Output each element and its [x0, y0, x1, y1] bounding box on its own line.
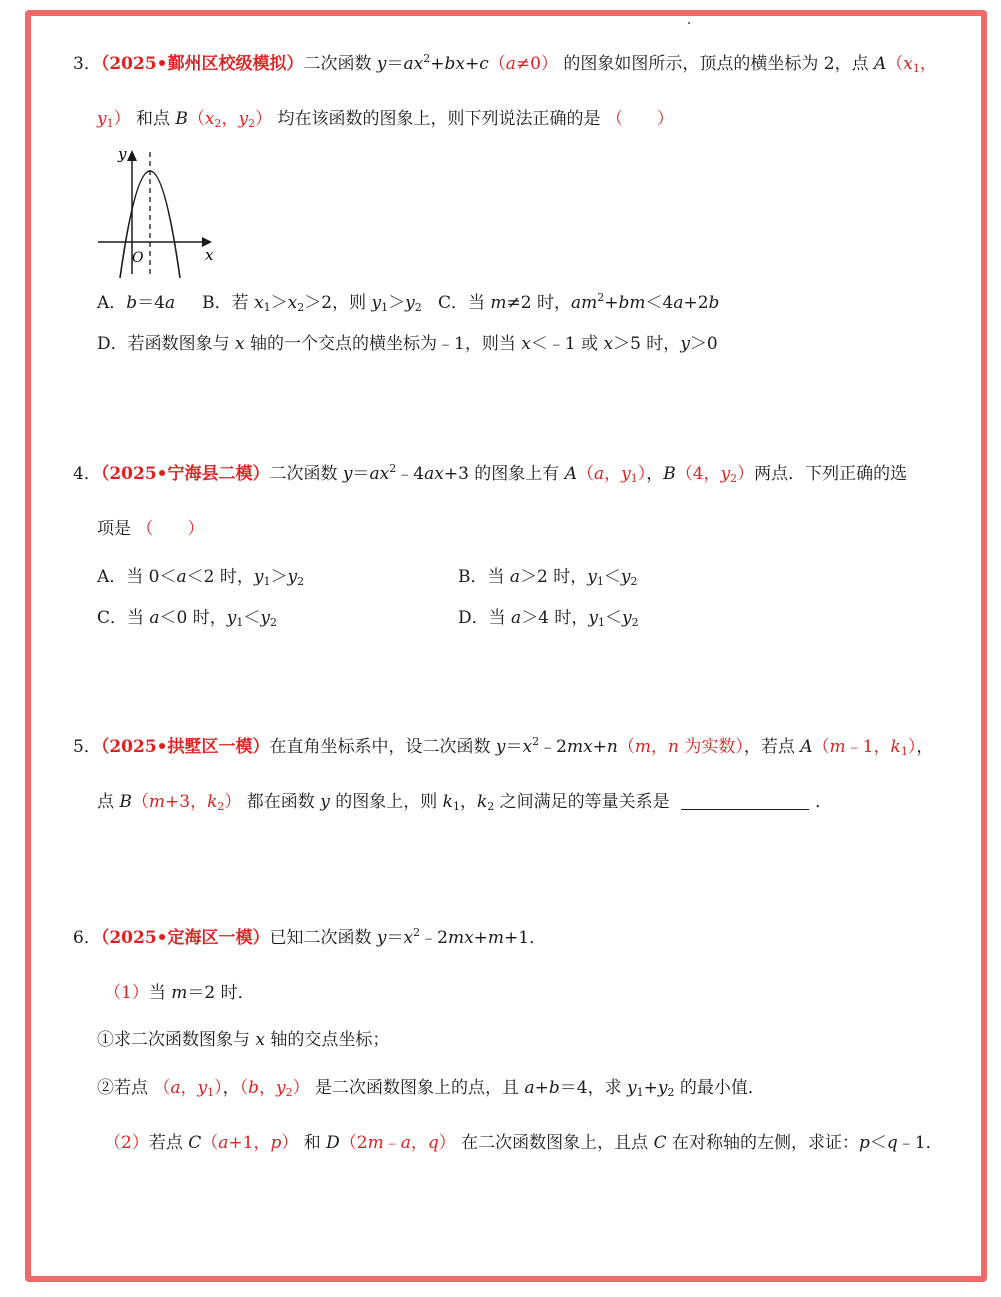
q3-option-c: C．当 m≠2 时，$am^2+bm<4a+2b$: [437, 291, 720, 313]
x-label: x: [205, 246, 214, 264]
q5-source: （2025•拱墅区一模）: [100, 737, 270, 757]
q5-line2: 点 B（m+3，$k_2$） 都在函数 y 的图象上，则 $k_1$，$k_2$ 之间满足的等量关系是 ．: [97, 792, 833, 813]
q4-answer-paren: （ ）: [136, 519, 205, 539]
parabola-graph: [90, 144, 220, 278]
y-axis-arrow: [127, 150, 137, 161]
origin-label: O: [132, 250, 144, 266]
q6-subpart2: ②若点 （a，$y_1$），（b，$y_2$） 是二次函数图象上的点，且 a+b＝4，求 $y_1+y_2$ 的最小值．: [97, 1078, 765, 1099]
q5-number: 5．: [73, 737, 101, 757]
q3-line2: $y_1$） 和点 $B(x_2$，$y_2$） 均在该函数的图象上，则下列说法正确的是 （ ）: [97, 109, 674, 130]
q3-source: （2025•鄞州区校级模拟）: [100, 54, 304, 74]
q3-option-a: A．b＝4a: [97, 293, 176, 313]
q4-line2: 项是 （ ）: [97, 519, 205, 539]
q5-answer-blank[interactable]: [681, 793, 809, 810]
q4-source: （2025•宁海县二模）: [100, 464, 270, 484]
q4-option-d: D．当 a＞4 时，$y_1<y_2$: [458, 608, 639, 629]
q3-option-d: D．若函数图象与 x 轴的一个交点的横坐标为﹣1，则当 x＜﹣1 或 x＞5 时，y＞0: [97, 334, 718, 354]
q4-option-a: A．当 0＜a＜2 时，$y_1>y_2$: [97, 567, 305, 588]
y-label: y: [118, 145, 127, 163]
q6-part2: （2）若点 C（a+1，p） 和 D（2m﹣a，q） 在二次函数图象上，且点 C 在对称轴的左侧，求证：p＜q﹣1．: [104, 1133, 943, 1153]
q3-answer-paren: （ ）: [605, 109, 674, 129]
q5-line1: 5．（2025•拱墅区一模）在直角坐标系中，设二次函数 $y=x^2﹣2mx+n(m$，n 为实数），若点 A（m﹣1，$k_1$），: [73, 735, 934, 758]
q6-source: （2025•定海区一模）: [100, 928, 270, 948]
q3-options-abc: [97, 291, 719, 315]
scan-dot: [688, 22, 690, 24]
q6-line1: 6．（2025•定海区一模）已知二次函数 $y=x^2﹣2mx+m+1$．: [73, 926, 547, 948]
q3-option-b: B．若 $x_1>x_2>2$，则 $y_1>y_2$: [202, 293, 422, 314]
q3-line1: 3．（2025•鄞州区校级模拟）二次函数 $y=ax^2+bx+c(a\ne 0)$ 的图象如图所示，顶点的横坐标为 2，点 $A(x_1$，: [73, 52, 937, 75]
q6-subpart1: ①求二次函数图象与 x 轴的交点坐标；: [97, 1030, 390, 1050]
q6-number: 6．: [73, 928, 101, 948]
q4-option-c: C．当 a＜0 时，$y_1<y_2$: [97, 608, 278, 629]
q6-part1: （1）当 m＝2 时．: [104, 983, 255, 1003]
q3-number: 3．: [73, 54, 101, 74]
q4-number: 4．: [73, 464, 101, 484]
q4-line1: 4．（2025•宁海县二模）二次函数 $y=ax^2﹣4ax+3$ 的图象上有 A（a，$y_1$），B（4，$y_2$）两点．下列正确的选: [73, 462, 908, 485]
q4-option-b: B．当 a＞2 时，$y_1<y_2$: [458, 567, 638, 588]
